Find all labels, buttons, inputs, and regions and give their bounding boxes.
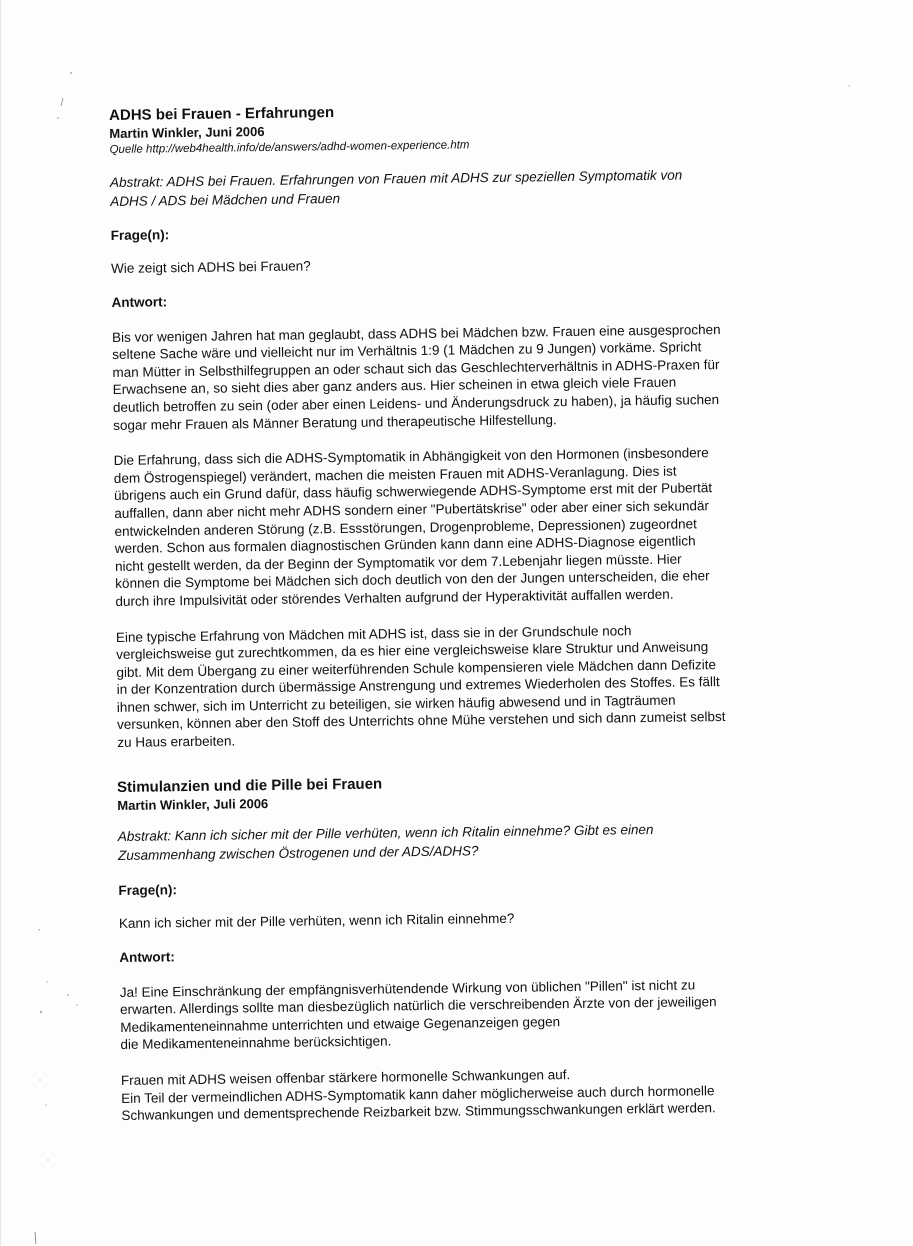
article-abstract: [110, 164, 810, 211]
article-stimulanzien-pille: [117, 769, 811, 1125]
paragraph-line: entwickelnden anderen Störung (z.B. Essstörungen, Drogenprobleme, Depressionen) zugeordnet: [114, 515, 697, 539]
paragraph-line: Die Erfahrung, dass sich die ADHS-Symptomatik in Abhängigkeit von den Hormonen (insbesondere: [113, 445, 709, 469]
paragraph-line: Frauen mit ADHS weisen offenbar stärkere hormonelle Schwankungen auf.: [120, 1067, 571, 1088]
paragraph-line: werden. Schon aus formalen diagnostischen Gründen kann dann eine ADHS-Diagnose eigentlich: [114, 533, 696, 557]
abstract-line: Zusammenhang zwischen Östrogenen und der ADS/ADHS?: [117, 843, 479, 863]
paragraph-line: in der Konzentration durch übermässige Anstrengung und extremes Wiederholen des Stoffes. Es fällt: [116, 674, 720, 698]
paragraph-line: gibt. Mit dem Übergang zu einer weiterführenden Schule kompensieren viele Mädchen dann Defizite: [116, 656, 717, 680]
answer-label: Antwort:: [111, 293, 168, 310]
abstract-line: Abstrakt: ADHS bei Frauen. Erfahrungen von Frauen mit ADHS zur speziellen Symptomatik von: [109, 167, 683, 190]
paragraph-line: dem Östrogenspiegel) verändert, machen die meisten Frauen mit ADHS-Veranlagung. Dies ist: [113, 463, 677, 486]
paragraph-line: seltene Sache wäre und vielleicht nur im Verhältnis 1:9 (1 Mädchen zu 9 Jungen) vorkäme. Spricht: [112, 339, 702, 363]
article-abstract: [118, 818, 808, 865]
article-source: Quelle http://web4health.info/de/answers/adhd-women-experience.htm: [109, 139, 470, 156]
paragraph-line: Erwachsene an, so sieht dies aber ganz anders aus. Hier scheinen in etwa gleich viele Frauen: [112, 374, 677, 398]
abstract-line: ADHS / ADS bei Mädchen und Frauen: [110, 190, 341, 209]
paragraph-line: Ein Teil der vermeindlichen ADHS-Symptomatik kann daher möglicherweise auch durch hormonelle: [121, 1082, 715, 1106]
answer-paragraph-1: [120, 975, 811, 1054]
answer-paragraph-3: [116, 619, 818, 751]
paragraph-line: können die Symptome bei Mädchen sich doch deutlich von den der Jungen unterscheiden, die eher: [115, 568, 710, 592]
paragraph-line: zu Haus erarbeiten.: [117, 733, 236, 751]
paragraph-line: Ja! Eine Einschränkung der empfängnisverhütendende Wirkung von üblichen "Pillen" ist nicht zu: [119, 977, 696, 1000]
answer-paragraph-2: [114, 443, 816, 610]
article-title: Stimulanzien und die Pille bei Frauen: [117, 775, 383, 796]
abstract-line: Abstrakt: Kann ich sicher mit der Pille verhüten, wenn ich Ritalin einnehme? Gibt es einen: [117, 821, 654, 844]
paragraph-line: ihnen schwer, sich im Unterricht zu beteiligen, sie wirken häufig abwesend und in Tagträumen: [116, 692, 676, 715]
paragraph-line: sogar mehr Frauen als Männer Beratung und therapeutische Hilfestellung.: [113, 411, 557, 433]
paragraph-line: Bis vor wenigen Jahren hat man geglaubt, dass ADHS bei Mädchen bzw. Frauen eine ausgesprochen: [111, 321, 721, 345]
paragraph-line: deutlich betroffen zu sein (oder aber einen Leidens- und Änderungsdruck zu haben), ja häufig suchen: [112, 392, 720, 415]
question-label: Frage(n):: [110, 227, 170, 243]
article-author: Martin Winkler, Juni 2006: [109, 123, 265, 141]
question-text: Kann ich sicher mit der Pille verhüten, wenn ich Ritalin einnehme?: [118, 910, 515, 931]
paragraph-line: vergleichsweise gut zurechtkommen, da es hier eine vergleichsweise klare Struktur und Anweisung: [116, 639, 709, 663]
paragraph-line: durch ihre Impulsivität oder störendes Verhalten aufgrund der Hyperaktivität auffallen werden.: [115, 586, 674, 609]
question-label: Frage(n):: [118, 882, 178, 898]
question-text: Wie zeigt sich ADHS bei Frauen?: [111, 258, 311, 276]
answer-label: Antwort:: [119, 948, 175, 965]
paragraph-line: versunken, können aber den Stoff des Unterrichts ohne Mühe verstehen und sich dann zumeist selbst: [117, 709, 726, 733]
article-adhs-bei-frauen: [109, 97, 817, 752]
paragraph-line: die Medikamenteneinnahme berücksichtigen.: [120, 1033, 392, 1053]
paragraph-line: nicht gestellt werden, da der Beginn der Symptomatik vor dem 7.Lebenjahr liegen müsste. Hier: [114, 551, 682, 574]
paragraph-line: Medikamenteneinnahme unterrichten und etwaige Gegenanzeigen gegen: [120, 1014, 561, 1035]
paragraph-line: Eine typische Erfahrung von Mädchen mit ADHS ist, dass sie in der Grundschule noch: [115, 622, 632, 645]
answer-paragraph-1: [112, 319, 813, 434]
paragraph-line: erwarten. Allerdings sollte man diesbezüglich natürlich die verschreibenden Ärzte von der jeweiligen: [119, 994, 717, 1018]
paragraph-line: auffallen, dann aber nicht mehr ADHS sondern einer "Pubertätskrise" oder aber einer sich sekundär: [114, 498, 710, 521]
article-author: Martin Winkler, Juli 2006: [117, 796, 269, 813]
paragraph-line: übrigens auch ein Grund dafür, dass häufig schwerwiegende ADHS-Symptome erst mit der Pubertät: [114, 480, 713, 504]
article-title: ADHS bei Frauen - Erfahrungen: [109, 104, 335, 124]
paragraph-line: Schwankungen und dementsprechende Reizbarkeit bzw. Stimmungsschwankungen erklärt werden.: [121, 1100, 716, 1124]
paragraph-line: man Mütter in Selbsthilfegruppen an oder schaut sich das Geschlechterverhältnis in ADHS-Praxen für: [112, 356, 720, 380]
answer-paragraph-2: [121, 1063, 812, 1125]
